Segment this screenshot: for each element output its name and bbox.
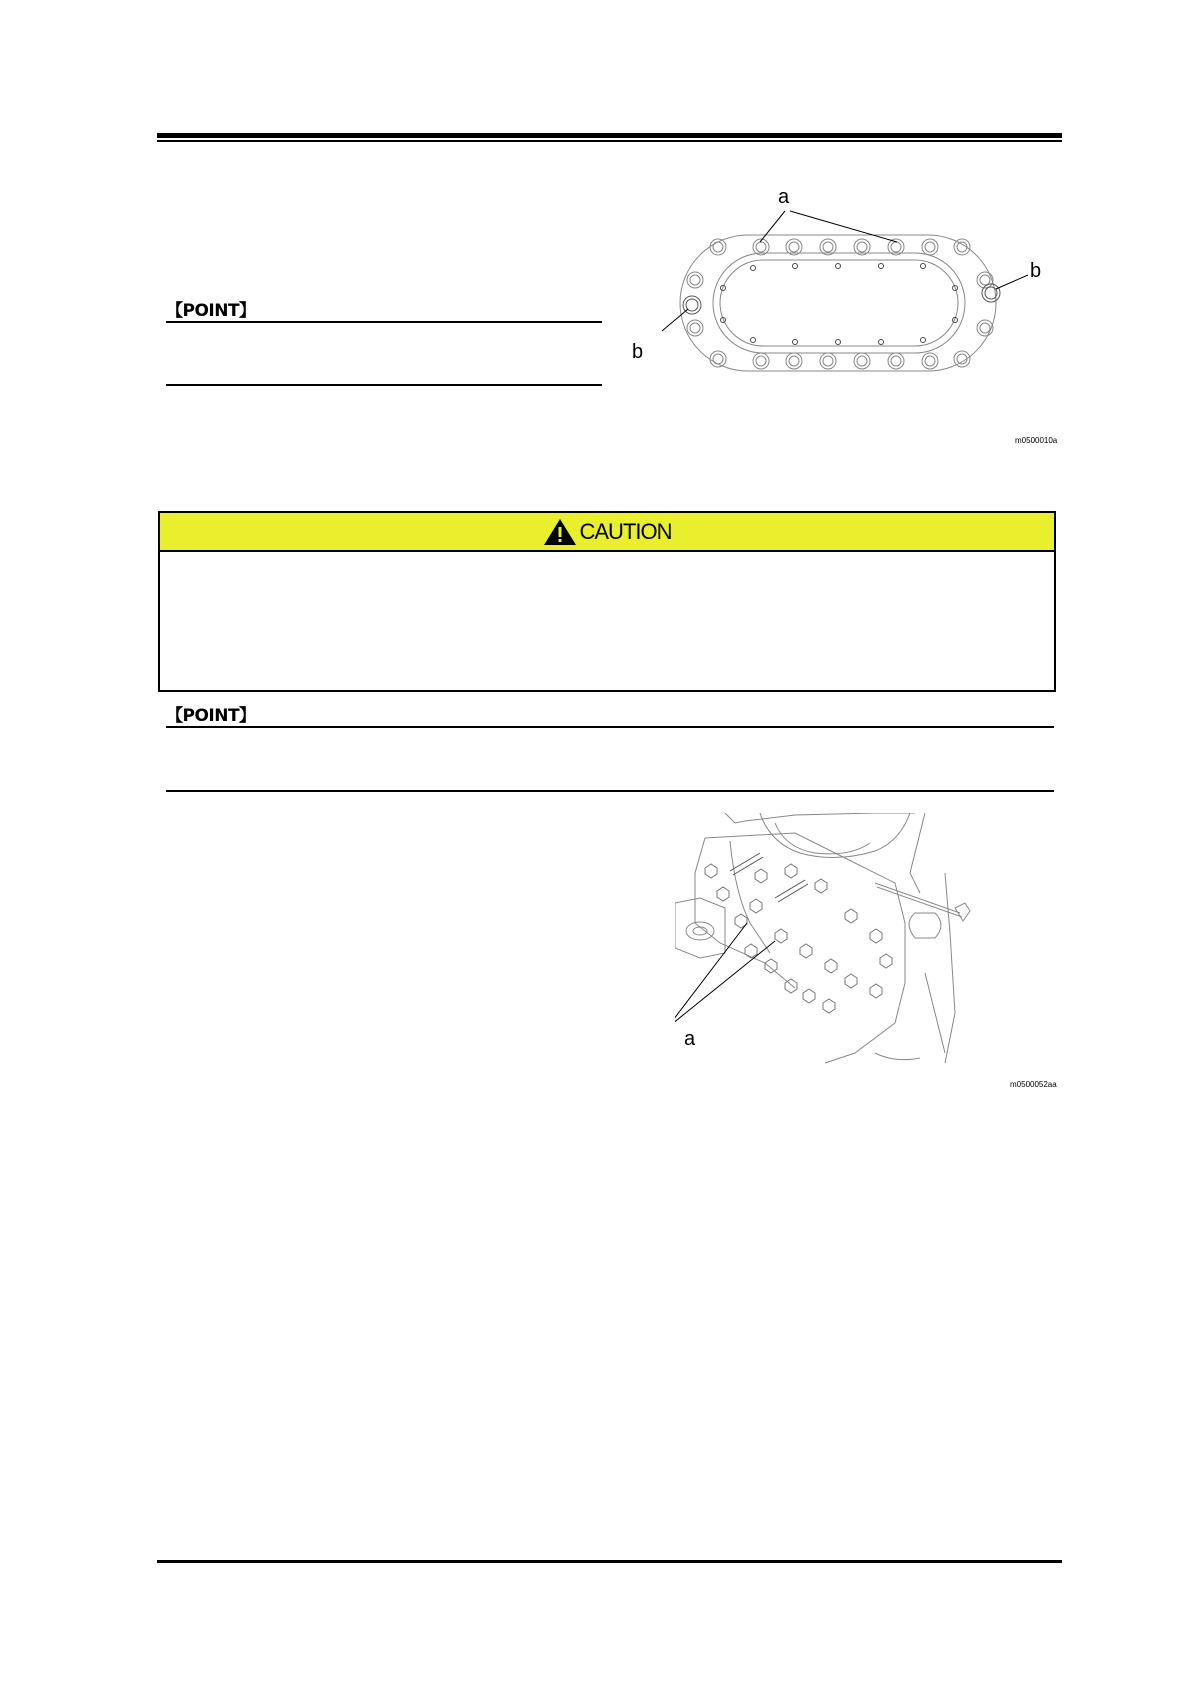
callout-b: b [632,341,644,363]
point-top-rule [166,726,1054,728]
warning-triangle-icon [543,518,577,546]
figure-code: m0500052aa [1010,1080,1057,1089]
caution-title: CAUTION [579,518,672,544]
caution-box [158,511,1056,692]
callout-a: a [778,186,790,208]
footer-rule [157,1560,1062,1563]
point-label: 【POINT】 [166,301,256,321]
figure-flange-bolt-pattern [640,185,1070,450]
point-bottom-rule [166,384,602,386]
point-bottom-rule [166,790,1054,792]
header-rule-thin [157,140,1062,142]
callout-a: a [684,1028,696,1050]
callout-b: b [1030,260,1042,282]
header-rule [157,133,1062,138]
figure-code: m0500010a [1015,436,1058,445]
point-label: 【POINT】 [166,706,256,726]
caution-header [160,513,1054,552]
figure-housing-guide-bolts [675,813,995,1078]
point-top-rule [166,321,602,323]
